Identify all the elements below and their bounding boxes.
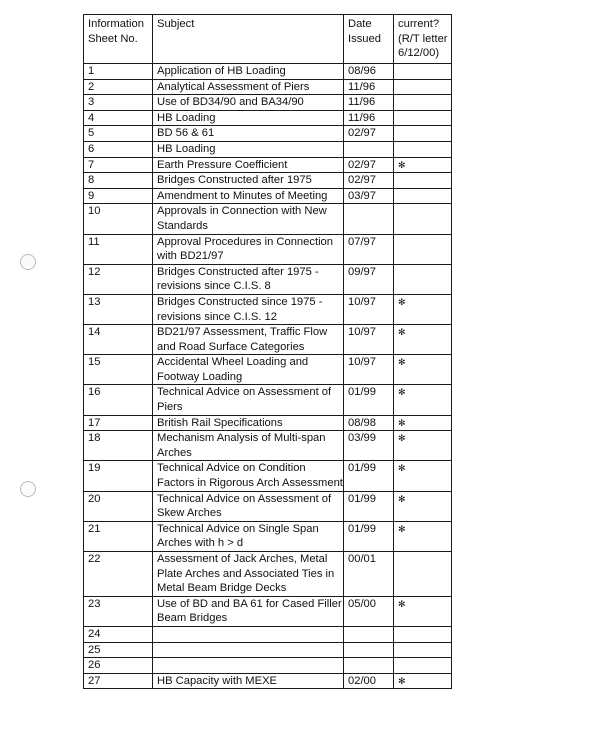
cell-sheet-no: 26 bbox=[84, 658, 153, 674]
header-sheet-no: Information Sheet No. bbox=[84, 15, 153, 64]
cell-sheet-no: 11 bbox=[84, 234, 153, 264]
cell-current: ✻ bbox=[394, 325, 452, 355]
cell-subject: Bridges Constructed since 1975 - revisions since C.I.S. 12 bbox=[153, 294, 344, 324]
table-row bbox=[84, 552, 452, 597]
table-row bbox=[84, 234, 452, 264]
cell-current bbox=[394, 141, 452, 157]
table-row bbox=[84, 415, 452, 431]
table-row bbox=[84, 95, 452, 111]
cell-date-issued bbox=[344, 204, 394, 234]
cell-date-issued: 09/97 bbox=[344, 264, 394, 294]
cell-date-issued: 10/97 bbox=[344, 294, 394, 324]
cell-date-issued: 08/96 bbox=[344, 64, 394, 80]
table-row bbox=[84, 173, 452, 189]
information-sheets-table bbox=[83, 14, 452, 689]
cell-current bbox=[394, 188, 452, 204]
cell-sheet-no: 16 bbox=[84, 385, 153, 415]
table-row bbox=[84, 431, 452, 461]
cell-date-issued: 01/99 bbox=[344, 385, 394, 415]
cell-date-issued: 01/99 bbox=[344, 521, 394, 551]
cell-date-issued bbox=[344, 626, 394, 642]
cell-subject: Technical Advice on Assessment of Piers bbox=[153, 385, 344, 415]
cell-subject: Application of HB Loading bbox=[153, 64, 344, 80]
cell-subject: Use of BD and BA 61 for Cased Filler Beam Bridges bbox=[153, 596, 344, 626]
cell-subject: Bridges Constructed after 1975 - revisions since C.I.S. 8 bbox=[153, 264, 344, 294]
table-row bbox=[84, 294, 452, 324]
table-row bbox=[84, 461, 452, 491]
cell-subject bbox=[153, 642, 344, 658]
table-row bbox=[84, 626, 452, 642]
cell-sheet-no: 1 bbox=[84, 64, 153, 80]
cell-sheet-no: 25 bbox=[84, 642, 153, 658]
cell-date-issued: 02/97 bbox=[344, 126, 394, 142]
cell-sheet-no: 9 bbox=[84, 188, 153, 204]
header-subject: Subject bbox=[153, 15, 344, 64]
cell-date-issued: 10/97 bbox=[344, 355, 394, 385]
header-date-issued: Date Issued bbox=[344, 15, 394, 64]
cell-date-issued: 02/97 bbox=[344, 173, 394, 189]
cell-subject: British Rail Specifications bbox=[153, 415, 344, 431]
cell-subject: Technical Advice on Assessment of Skew Arches bbox=[153, 491, 344, 521]
cell-sheet-no: 24 bbox=[84, 626, 153, 642]
cell-sheet-no: 19 bbox=[84, 461, 153, 491]
cell-subject: Earth Pressure Coefficient bbox=[153, 157, 344, 173]
cell-date-issued: 02/97 bbox=[344, 157, 394, 173]
table-row bbox=[84, 658, 452, 674]
table-body bbox=[84, 64, 452, 689]
cell-subject bbox=[153, 658, 344, 674]
cell-current bbox=[394, 658, 452, 674]
cell-date-issued: 03/97 bbox=[344, 188, 394, 204]
cell-subject: Approvals in Connection with New Standards bbox=[153, 204, 344, 234]
cell-current bbox=[394, 173, 452, 189]
cell-sheet-no: 18 bbox=[84, 431, 153, 461]
cell-sheet-no: 23 bbox=[84, 596, 153, 626]
cell-current: ✻ bbox=[394, 294, 452, 324]
table-row bbox=[84, 325, 452, 355]
cell-current bbox=[394, 64, 452, 80]
cell-current: ✻ bbox=[394, 355, 452, 385]
punch-hole bbox=[20, 254, 36, 270]
cell-current bbox=[394, 552, 452, 597]
cell-sheet-no: 7 bbox=[84, 157, 153, 173]
cell-current: ✻ bbox=[394, 385, 452, 415]
table-row bbox=[84, 596, 452, 626]
cell-current: ✻ bbox=[394, 431, 452, 461]
table-row bbox=[84, 157, 452, 173]
cell-current: ✻ bbox=[394, 415, 452, 431]
cell-sheet-no: 10 bbox=[84, 204, 153, 234]
cell-sheet-no: 14 bbox=[84, 325, 153, 355]
cell-current bbox=[394, 626, 452, 642]
cell-date-issued bbox=[344, 658, 394, 674]
cell-subject: Accidental Wheel Loading and Footway Loading bbox=[153, 355, 344, 385]
cell-current: ✻ bbox=[394, 521, 452, 551]
cell-subject: Mechanism Analysis of Multi-span Arches bbox=[153, 431, 344, 461]
cell-current: ✻ bbox=[394, 673, 452, 689]
table-row bbox=[84, 491, 452, 521]
cell-sheet-no: 12 bbox=[84, 264, 153, 294]
cell-current: ✻ bbox=[394, 596, 452, 626]
cell-subject: Assessment of Jack Arches, Metal Plate Arches and Associated Ties in Metal Beam Bridge Decks bbox=[153, 552, 344, 597]
cell-sheet-no: 6 bbox=[84, 141, 153, 157]
cell-current: ✻ bbox=[394, 157, 452, 173]
cell-subject: HB Loading bbox=[153, 141, 344, 157]
cell-date-issued: 00/01 bbox=[344, 552, 394, 597]
cell-date-issued bbox=[344, 642, 394, 658]
cell-current bbox=[394, 642, 452, 658]
cell-current bbox=[394, 79, 452, 95]
cell-sheet-no: 2 bbox=[84, 79, 153, 95]
cell-subject: Use of BD34/90 and BA34/90 bbox=[153, 95, 344, 111]
cell-date-issued: 11/96 bbox=[344, 95, 394, 111]
header-current: current? (R/T letter 6/12/00) bbox=[394, 15, 452, 64]
cell-current bbox=[394, 126, 452, 142]
cell-subject: Technical Advice on Single Span Arches with h > d bbox=[153, 521, 344, 551]
table-row bbox=[84, 642, 452, 658]
cell-subject: Technical Advice on Condition Factors in Rigorous Arch Assessment bbox=[153, 461, 344, 491]
table-row bbox=[84, 264, 452, 294]
cell-sheet-no: 17 bbox=[84, 415, 153, 431]
cell-current: ✻ bbox=[394, 461, 452, 491]
cell-sheet-no: 20 bbox=[84, 491, 153, 521]
cell-current bbox=[394, 234, 452, 264]
table-row bbox=[84, 204, 452, 234]
cell-subject: Analytical Assessment of Piers bbox=[153, 79, 344, 95]
cell-subject: HB Loading bbox=[153, 110, 344, 126]
table-row bbox=[84, 385, 452, 415]
cell-subject: Bridges Constructed after 1975 bbox=[153, 173, 344, 189]
cell-sheet-no: 3 bbox=[84, 95, 153, 111]
cell-current: ✻ bbox=[394, 491, 452, 521]
table-row bbox=[84, 188, 452, 204]
cell-date-issued: 03/99 bbox=[344, 431, 394, 461]
cell-date-issued: 10/97 bbox=[344, 325, 394, 355]
cell-sheet-no: 8 bbox=[84, 173, 153, 189]
table-row bbox=[84, 110, 452, 126]
cell-current bbox=[394, 204, 452, 234]
cell-current bbox=[394, 264, 452, 294]
table-row bbox=[84, 64, 452, 80]
cell-sheet-no: 27 bbox=[84, 673, 153, 689]
punch-hole bbox=[20, 481, 36, 497]
table-row bbox=[84, 521, 452, 551]
cell-date-issued: 02/00 bbox=[344, 673, 394, 689]
cell-sheet-no: 21 bbox=[84, 521, 153, 551]
cell-subject: BD 56 & 61 bbox=[153, 126, 344, 142]
cell-subject: Approval Procedures in Connection with BD21/97 bbox=[153, 234, 344, 264]
cell-sheet-no: 13 bbox=[84, 294, 153, 324]
cell-date-issued: 01/99 bbox=[344, 491, 394, 521]
table-header-row bbox=[84, 15, 452, 64]
cell-sheet-no: 22 bbox=[84, 552, 153, 597]
cell-date-issued: 05/00 bbox=[344, 596, 394, 626]
cell-date-issued: 11/96 bbox=[344, 79, 394, 95]
cell-current bbox=[394, 110, 452, 126]
cell-date-issued: 01/99 bbox=[344, 461, 394, 491]
cell-subject bbox=[153, 626, 344, 642]
cell-date-issued: 08/98 bbox=[344, 415, 394, 431]
cell-sheet-no: 15 bbox=[84, 355, 153, 385]
cell-current bbox=[394, 95, 452, 111]
cell-sheet-no: 4 bbox=[84, 110, 153, 126]
table-row bbox=[84, 141, 452, 157]
cell-sheet-no: 5 bbox=[84, 126, 153, 142]
table-row bbox=[84, 126, 452, 142]
cell-date-issued bbox=[344, 141, 394, 157]
table-row bbox=[84, 355, 452, 385]
cell-subject: HB Capacity with MEXE bbox=[153, 673, 344, 689]
cell-subject: Amendment to Minutes of Meeting bbox=[153, 188, 344, 204]
cell-date-issued: 07/97 bbox=[344, 234, 394, 264]
cell-date-issued: 11/96 bbox=[344, 110, 394, 126]
cell-subject: BD21/97 Assessment, Traffic Flow and Road Surface Categories bbox=[153, 325, 344, 355]
table-row bbox=[84, 79, 452, 95]
table-row bbox=[84, 673, 452, 689]
